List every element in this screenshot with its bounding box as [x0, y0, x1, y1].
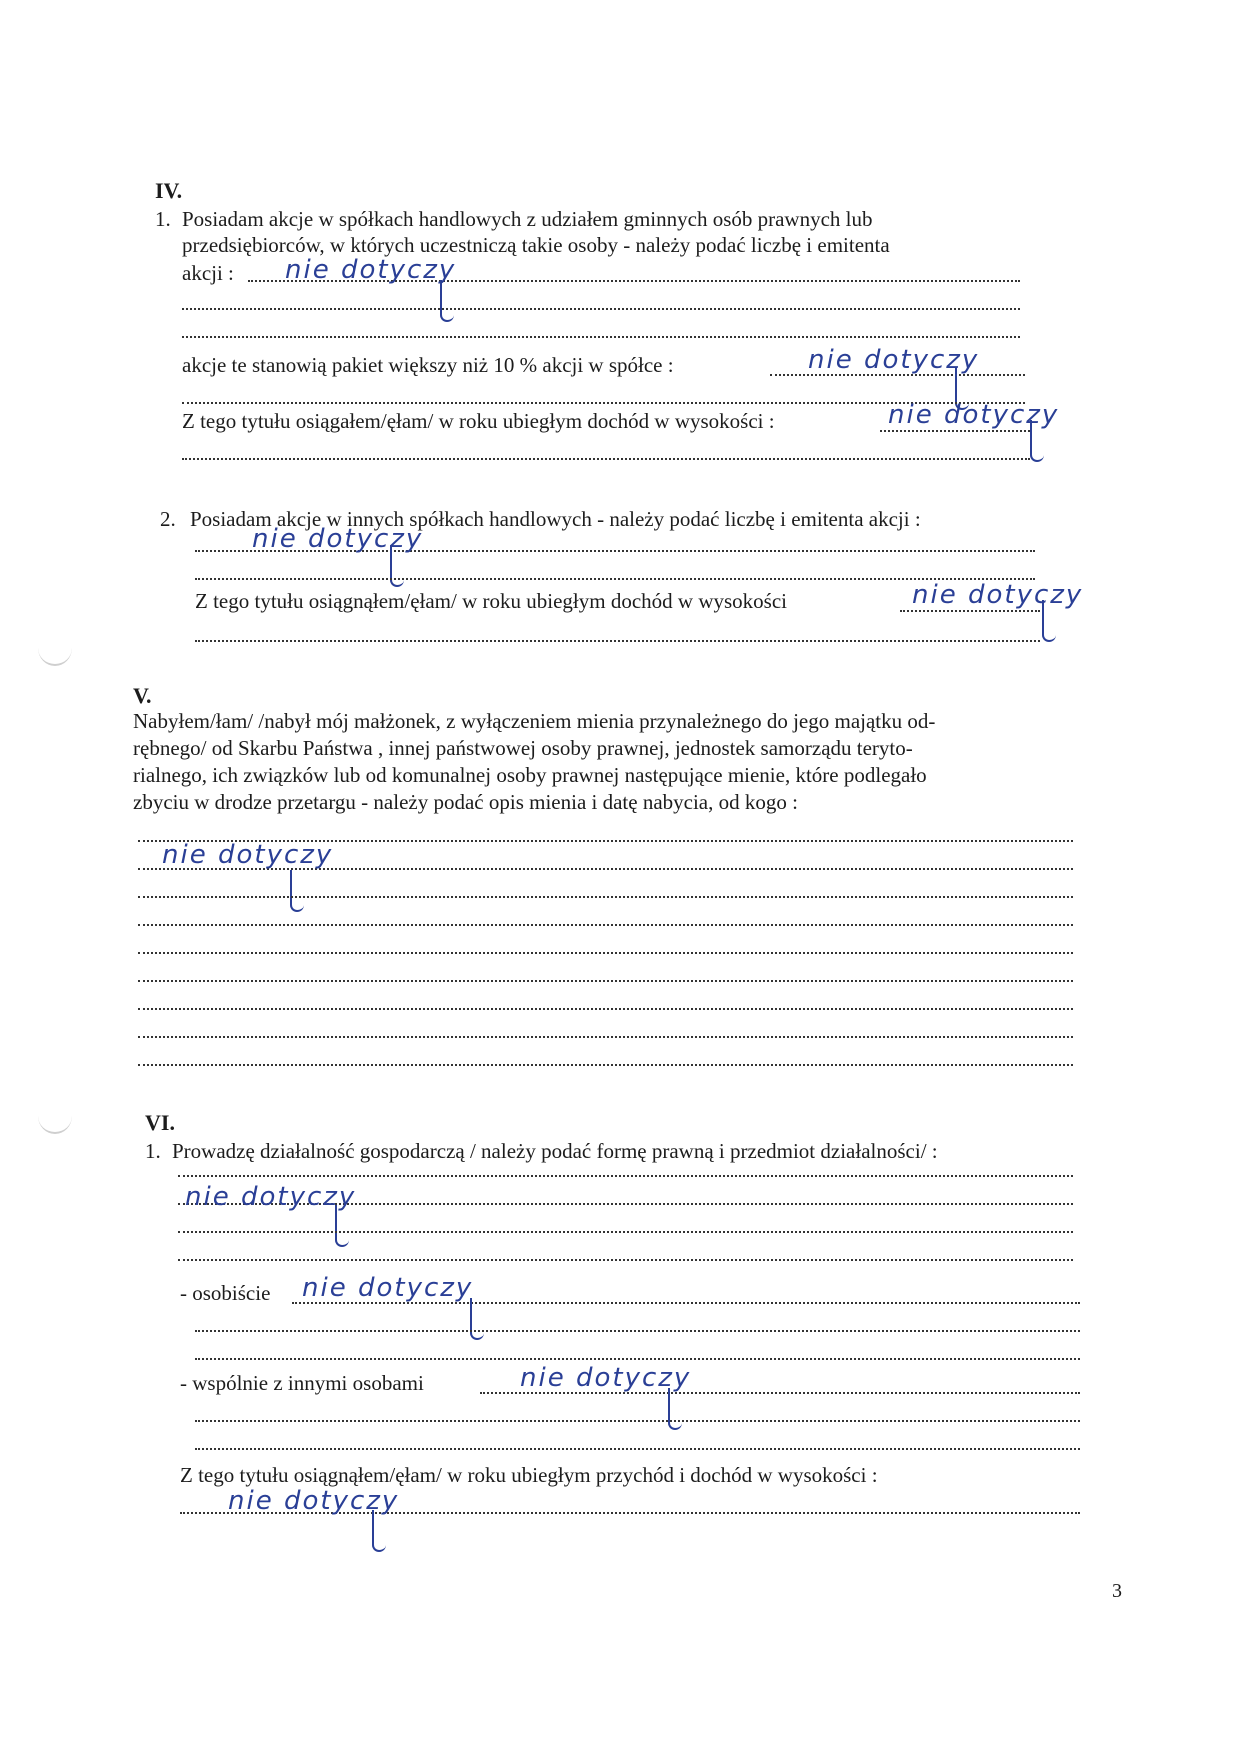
punch-hole: [38, 630, 72, 666]
fill-line: [195, 1330, 1080, 1332]
joint-label: - wspólnie z innymi osobami: [180, 1371, 424, 1395]
section-vi-item1-label: Prowadzę działalność gospodarczą / należy podać formę prawną i przedmiot działalności/ :: [172, 1139, 938, 1163]
section-iv-heading: IV.: [155, 178, 183, 203]
handwriting-stroke: [470, 1298, 484, 1340]
fill-line: [138, 1064, 1073, 1066]
section-iv-item1-line2: przedsiębiorców, w których uczestniczą takie osoby - należy podać liczbę i emitenta: [182, 233, 890, 257]
handwriting-stroke: [390, 545, 404, 587]
fill-line: [138, 1008, 1073, 1010]
fill-line: [178, 1259, 1073, 1261]
fill-line: [182, 336, 1020, 338]
handwriting-stroke: [372, 1510, 386, 1552]
fill-line: [195, 1420, 1080, 1422]
fill-line: [138, 980, 1073, 982]
handwriting-stroke: [440, 280, 454, 322]
fill-line: [182, 458, 1030, 460]
fill-line: [178, 1175, 1073, 1177]
fill-line: [195, 640, 1040, 642]
section-v-line4: zbyciu w drodze przetargu - należy podać opis mienia i datę nabycia, od kogo :: [133, 790, 798, 814]
section-v-line2: rębnego/ od Skarbu Państwa , innej państwowej osoby prawnej, jednostek samorządu teryto-: [133, 736, 913, 760]
handwriting-stroke: [1042, 600, 1056, 642]
page-number: 3: [1112, 1580, 1122, 1602]
package-label: akcje te stanowią pakiet większy niż 10 % akcji w spółce :: [182, 353, 674, 377]
section-vi-heading: VI.: [145, 1110, 175, 1135]
punch-hole: [38, 1098, 72, 1134]
fill-line: [138, 1036, 1073, 1038]
handwriting-stroke: [1030, 420, 1044, 462]
section-v-line1: Nabyłem/łam/ /nabył mój małżonek, z wyłączeniem mienia przynależnego do jego majątku od-: [133, 709, 936, 733]
income1-label: Z tego tytułu osiągałem/ęłam/ w roku ubiegłym dochód w wysokości :: [182, 409, 775, 433]
fill-line: [178, 1231, 1073, 1233]
section-v-heading: V.: [133, 683, 152, 708]
section-iv-item1-number: 1.: [155, 207, 171, 231]
section-iv-item2-label: Posiadam akcje w innych spółkach handlowych - należy podać liczbę i emitenta akcji :: [190, 507, 921, 531]
handwriting-stroke: [335, 1205, 349, 1247]
fill-line: [195, 1358, 1080, 1360]
vi-income-label: Z tego tytułu osiągnąłem/ęłam/ w roku ubiegłym przychód i dochód w wysokości :: [180, 1463, 878, 1487]
handwriting-stroke: [290, 870, 304, 912]
section-iv-item1-line3: akcji :: [182, 261, 234, 285]
declaration-page: IV. 1. Posiadam akcje w spółkach handlowych z udziałem gminnych osób prawnych lub przedsiębiorców, w których uczestniczą takie osoby - należy podać liczbę i emitenta akcji : nie dotyczy akcje te stanowią pakiet większy niż 10 % akcji w spółce : nie dotyczy Z tego tytułu osiągałem/ęłam/ w roku ubiegłym dochód w wysokości : nie dotyczy 2. Posiadam akcje w innych spółkach handlowych - należy podać liczbę i emitenta akcji : nie dotyczy Z tego tytułu osiągnąłem/ęłam/ w roku ubiegłym dochód w wysokości nie dotyczy V. Nabyłem/łam/ /nabył mój małżonek, z wyłączeniem mienia przynależnego do jego majątku od- rębnego/ od Skarbu Państwa , innej państwowej osoby prawnej, jednostek samorządu teryto- rialnego, ich związków lub od komunalnej osoby prawnej następujące mienie, które podlegało zbyciu w drodze przetargu - należy podać opis mienia i datę nabycia, od kogo : nie dotyczy VI. 1. Prowadzę działalność gospodarczą / należy podać formę prawną i przedmiot działalności/ : nie dotyczy - osobiście nie dotyczy - wspólnie z innymi osobami nie dotyczy Z tego tytułu osiągnąłem/ęłam/ w roku ubiegłym przychód i dochód w wysokości : nie dotyczy 3: [0, 0, 1248, 1753]
income2-label: Z tego tytułu osiągnąłem/ęłam/ w roku ubiegłym dochód w wysokości: [195, 589, 787, 613]
fill-line: [195, 1448, 1080, 1450]
section-vi-item1-number: 1.: [145, 1139, 161, 1163]
fill-line: [880, 430, 1030, 432]
personal-label: - osobiście: [180, 1281, 271, 1305]
fill-line: [182, 308, 1020, 310]
fill-line: [900, 610, 1040, 612]
fill-line: [195, 578, 1035, 580]
section-v-line3: rialnego, ich związków lub od komunalnej osoby prawnej następujące mienie, które podlegało: [133, 763, 927, 787]
section-iv-item2-number: 2.: [160, 507, 176, 531]
handwriting-stroke: [668, 1388, 682, 1430]
section-iv-item1-line1: Posiadam akcje w spółkach handlowych z udziałem gminnych osób prawnych lub: [182, 207, 873, 231]
fill-line: [138, 924, 1073, 926]
fill-line: [138, 952, 1073, 954]
fill-line: [138, 896, 1073, 898]
